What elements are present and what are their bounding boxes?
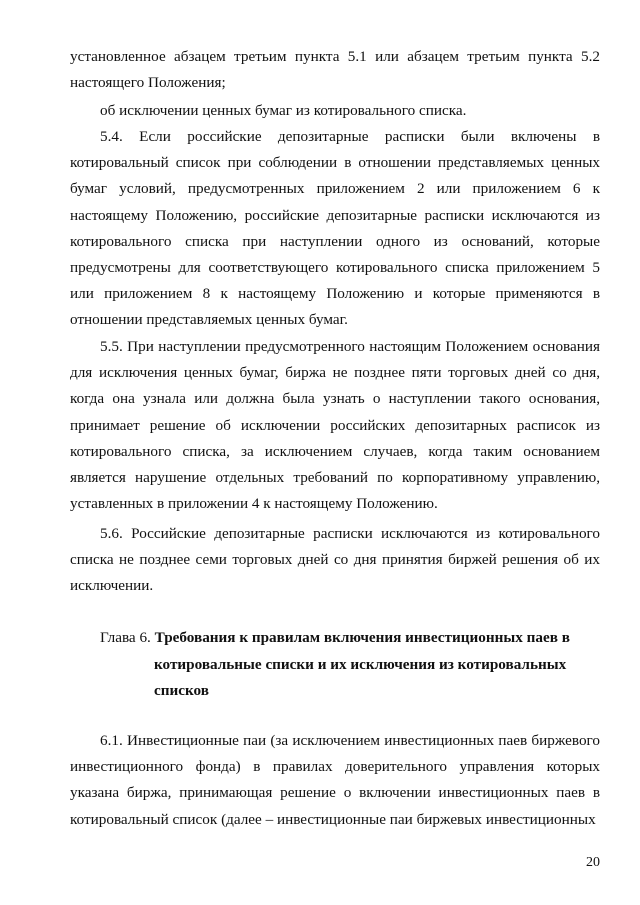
chapter-prefix: Глава 6. [100,629,151,646]
intro-exclusion: об исключении ценных бумаг из котировального списка. [100,102,467,119]
chapter-title-line-2: котировальные списки и их исключения из котировальных [154,655,567,673]
paragraph-5-4: 5.4. Если российские депозитарные расписки были включены в котировальный список при соблюдении в отношении представляемых ценных бумаг условий, предусмотренных приложением 2 или приложением 6 к настоящему Положению, российские депозитарные расписки исключаются из котировального списка при наступлении одного из оснований, которые предусмотрены для соответствующего котировального списка приложением 5 или приложением 8 к настоящему Положению и которые применяются в отношении представляемых ценных бумаг. [70,128,600,329]
paragraph-5-6: 5.6. Российские депозитарные расписки исключаются из котировального списка не позднее семи торговых дней со дня принятия биржей решения об их исключении. [70,525,600,595]
intro-line-1: установленное абзацем третьим пункта 5.1 или абзацем третьим пункта 5.2 [70,48,600,65]
chapter-title-line-3: списков [154,682,209,699]
chapter-heading [100,625,590,699]
page-number: 20 [586,855,600,870]
chapter-title-line-1: Требования к правилам включения инвестиционных паев в [154,629,570,646]
paragraph-6-1: 6.1. Инвестиционные паи (за исключением инвестиционных паев биржевого инвестиционного фонда) в правилах доверительного управления которых указана биржа, принимающая решение о включении инвестиционных паев в котировальный список (далее – инвестиционные паи биржевых инвестиционных [70,732,600,828]
intro-line-2: настоящего Положения; [70,74,226,91]
paragraph-5-5: 5.5. При наступлении предусмотренного настоящим Положением основания для исключения ценных бумаг, биржа не позднее пяти торговых дней со дня, когда она узнала или должна была узнать о наступлении такого основания, принимает решение об исключении российских депозитарных расписок из котировального списка, за исключением случаев, когда таким основанием является нарушение отдельных требований по корпоративному управлению, уставленных в приложении 4 к настоящему Положению. [70,338,600,513]
